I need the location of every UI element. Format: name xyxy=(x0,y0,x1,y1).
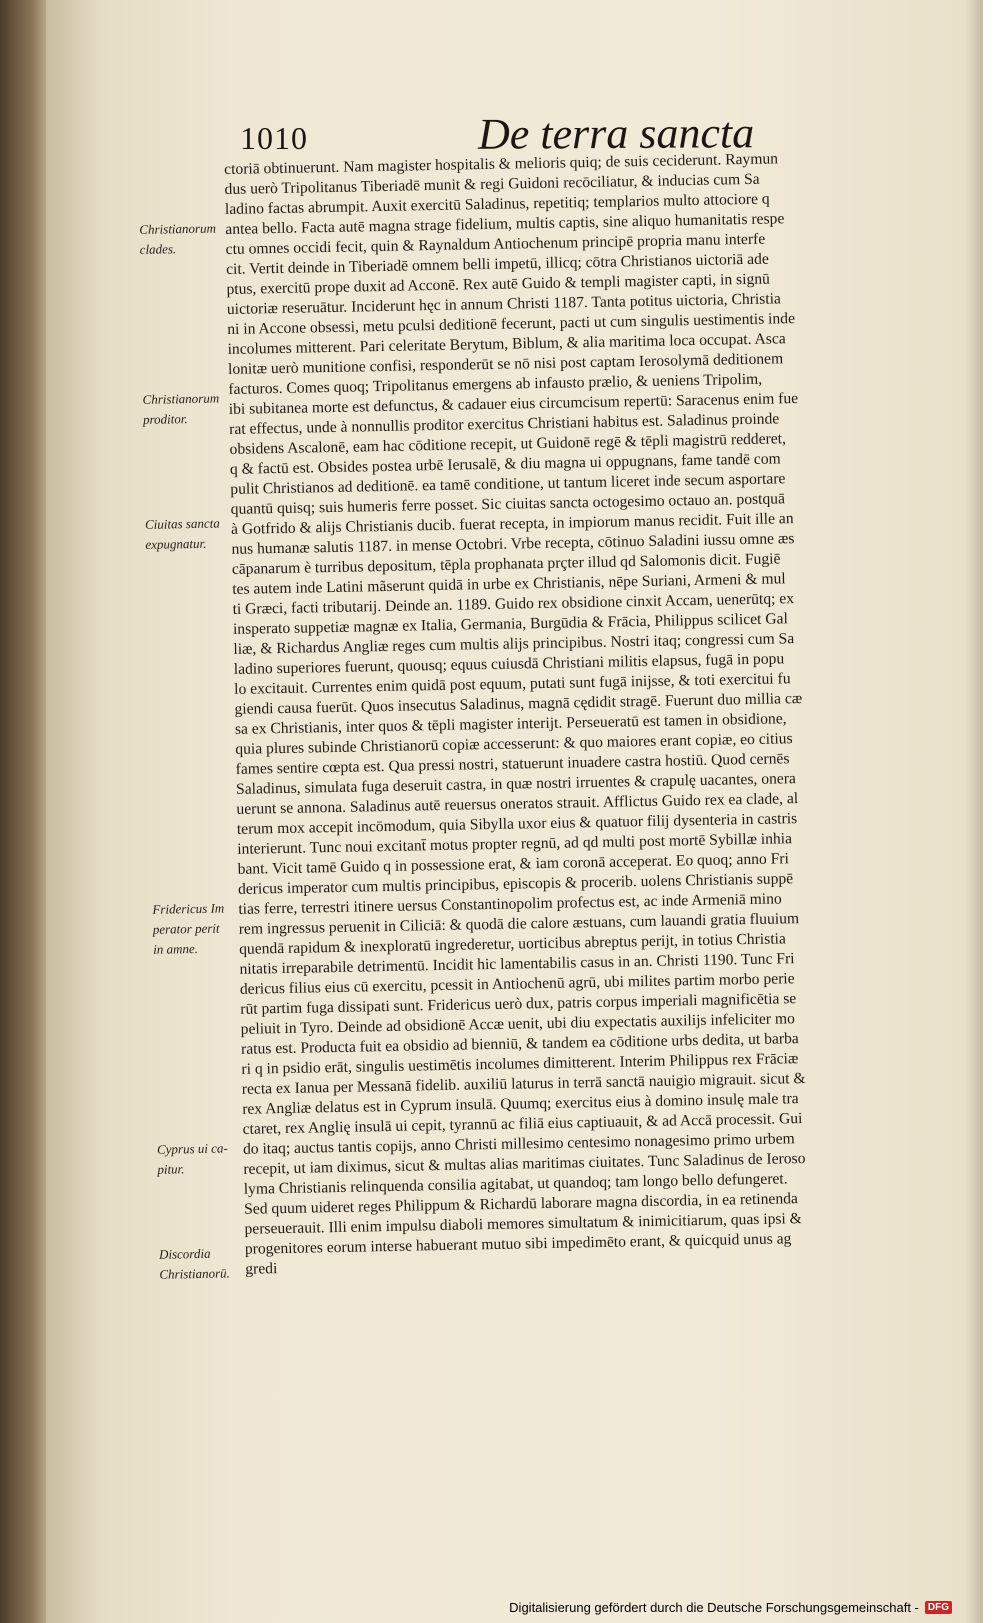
margin-note-line: in amne. xyxy=(153,940,199,957)
text-line: tes autem inde Latini mãserunt quidā in urbe ex Christianis, nēpe Suriani, Armeni & mul xyxy=(232,570,786,598)
text-line: pulit Christianos ad deditionē. ea tamē conditione, ut tantum liceret inde secum asportare xyxy=(230,470,786,498)
margin-note-line: Cyprus ui ca- xyxy=(156,1140,228,1157)
text-line: Sed quum uideret reges Philippum & Richardū laborare magna discordia, in ea retinenda xyxy=(243,1190,799,1218)
text-line: ladino factas abrumpit. Auxit exercitū Saladinus, repetitiq; templarios multo attociore q xyxy=(224,190,770,218)
text-line: rem ingressus peruenit in Ciliciā: & quodā die calore æstuans, cum lauandi gratia fluuium xyxy=(238,910,800,938)
margin-note xyxy=(142,388,219,429)
text-line: progenitores eorum interse habuerant mutuo sibi impedimēto erant, & quicquid unus ag xyxy=(244,1230,792,1258)
text-line: ptus, exercitū prope duxit ad Acconē. Rex autē Guido & templi magister capti, in signū xyxy=(226,270,771,298)
text-line: ti Græci, facti tributarij. Deinde an. 1189. Guido rex obsidione cinxit Accam, uenerūtq; ex xyxy=(232,590,795,618)
margin-note-line: Christianorū. xyxy=(159,1265,230,1282)
text-line: recepit, ut iam diximus, sicut & multas alias maritimas ciuitates. Tunc Saladinus de Ieroso xyxy=(243,1150,806,1178)
text-line: antea bello. Facta autē magna strage fidelium, multis captis, sine aliquo humanitatis respe xyxy=(225,210,785,238)
text-line: uerunt se annona. Saladinus autē reuersus oneratos strauit. Afflictus Guido rex ea clade, al xyxy=(236,790,799,818)
funding-note: Digitalisierung gefördert durch die Deutsche Forschungsgemeinschaft - xyxy=(509,1600,919,1615)
text-line: ctu omnes occidi fecit, quin & Raynaldum Antiochenum principē propria manu interfe xyxy=(225,230,766,258)
margin-note xyxy=(145,513,221,554)
margin-note xyxy=(159,1243,230,1284)
margin-note-line: expugnatur. xyxy=(145,535,207,552)
text-line: ctaret, rex Anglię insulā ui cepit, tyrannū ac filiā eius captiuauit, & ad Accā processit. Gui xyxy=(242,1110,803,1138)
text-line: giendi causa fuerūt. Quos insecutus Saladinus, magnā cędidit stragē. Fuerunt duo millia cæ xyxy=(234,690,803,718)
text-line: ni in Accone obsessi, metu pculsi deditionē fecerunt, pacti ut cum singulis uestimentis inde xyxy=(227,310,796,338)
text-line: liæ, & Richardus Angliæ reges cum multis alijs principibus. Nostri itaq; congressi cum Sa xyxy=(233,630,795,658)
text-line: bant. Vicit tamē Guido q in possessione erat, & iam coronā acceperat. Eo quoq; anno Fri xyxy=(237,850,790,878)
text-line: dericus imperator cum multis principibus, episcopis & procerib. uolens Christianis suppē xyxy=(237,870,794,898)
margin-note-line: pitur. xyxy=(157,1161,185,1177)
text-line: q & factū est. Obsides postea urbē Ierusalē, & diu magna ui oppugnans, fame tandē com xyxy=(229,450,781,478)
text-line: ladino superiores fuerunt, quousq; equus cuiusdā Christiani militis elapsus, fugā in popu xyxy=(233,650,785,678)
footer-credit xyxy=(509,1600,952,1615)
text-line: ri q in psidio erāt, singulis uestimētis incolumes dimitterent. Interim Philippus rex Frāciæ xyxy=(241,1050,799,1078)
text-line: ratus est. Producta fuit ea obsidio ad bienniū, & tandem ea cōditione urbs dedita, ut barba xyxy=(240,1030,799,1058)
margin-note-line: Christianorum xyxy=(139,220,217,237)
margin-note-line: clades. xyxy=(139,241,177,257)
margin-note-line: perator perit xyxy=(152,920,220,937)
margin-note xyxy=(157,1138,229,1179)
main-text xyxy=(224,147,931,1280)
text-line: incolumes mitterent. Pari celeritate Berytum, Biblum, & alia maritima loca occupat. Asca xyxy=(227,330,786,358)
text-line: dericus filius eius cū exercitu, pcessit in Antiochenū agrū, ubi milites partim morbo perie xyxy=(239,970,795,998)
text-line: lo excitauit. Currentes enim quidā post equum, putati sunt fugā inijsse, & toti exercitui fu xyxy=(234,670,791,698)
margin-note xyxy=(139,219,216,260)
margin-note-line: proditor. xyxy=(142,411,188,427)
folio-number: 1010 xyxy=(240,120,308,156)
text-line: lyma Christianis relinquenda consilia agitabat, ut quandoq; tam longo bello defungeret. xyxy=(243,1170,788,1198)
text-line: nus humanæ salutis 1187. in mense Octobri. Vrbe recepta, cōtinuo Saladini iussu omne æs xyxy=(231,530,795,558)
text-line: rex Angliæ delatus est in Cyprum insulā. Quumq; exercitus eius à domino insulę male tra xyxy=(242,1090,799,1118)
text-line: cit. Vertit deinde in Tiberiadē omnem belli impetū, illicq; cōtra Christianos uictoriā ade xyxy=(225,250,769,278)
text-line: uictoriæ reseruātur. Inciderunt hęc in annum Christi 1187. Tanta potitus uictoria, Christia xyxy=(226,290,782,318)
text-line: sa ex Christianis, inter quos & tēpli magister interijt. Perseueratū est tamen in obsidione, xyxy=(234,710,787,738)
text-line: peliuit in Tyro. Deinde ad obsidionē Accæ uenit, ubi diu expectatis auxilijs infeliciter mo xyxy=(240,1010,796,1038)
text-line: dus uerò Tripolitanus Tiberiadē munit & regi Guidoni recōciliatur, & inducias cum Sa xyxy=(224,170,760,198)
margin-note-line: Fridericus Im xyxy=(152,900,225,917)
margin-note-line: Ciuitas sancta xyxy=(144,515,220,532)
text-line: quendā rapidum & inexploratū ingrederetur, uorticibus abreptus perijt, in totius Christia xyxy=(238,930,786,958)
text-line: perseuerauit. Illi enim impulsu diaboli memores simultatum & inimicitiarum, quas ipsi & xyxy=(244,1210,802,1238)
text-line: recta ex Ianua per Messanā fidelib. auxiliū laturus in terrā sanctā nauigio migrauit. sicut & xyxy=(241,1070,806,1098)
text-line: interierunt. Tunc noui excitant̄ motus propter regnū, ad qd multi post mortē Sybillæ inhia xyxy=(237,830,793,858)
book-edge xyxy=(0,0,46,1623)
text-line: insperato suppetiæ magnæ ex Italia, Germania, Burgūdia & Frācia, Philippus scilicet Gal xyxy=(232,610,788,638)
text-line: terum mox accepit incōmodum, quia Sibylla uxor eius & quatuor filij dysenteria in castris xyxy=(236,810,798,838)
dfg-logo: DFG xyxy=(925,1601,952,1614)
margin-note-line: Discordia xyxy=(158,1245,211,1262)
text-line: rūt partim fuga dissipati sunt. Fridericus uerò dux, patris corpus imperiali magnificētia se xyxy=(240,990,797,1018)
text-line: nitatis irreparabile detrimentū. Incidit hic lamentabilis casus in an. Christi 1190. Tunc Fri xyxy=(239,950,795,978)
text-line: gredi xyxy=(245,1260,278,1278)
text-line: fames sentire cœpta est. Qua pressi nostri, statuerunt inuadere castra hostiū. Quod cernēs xyxy=(235,750,790,778)
text-line: cāpanarum è turribus depositum, tēpla prophanata prçter illud qd Salomonis dicit. Fugiē xyxy=(231,550,781,578)
text-line: Saladinus, simulata fuga deseruit castra, in quæ nostri irruentes & crapulę uacantes, onera xyxy=(235,770,797,798)
text-line: à Gotfrido & alijs Christianis ducib. fuerat recepta, in impiorum manus recidit. Fuit ille an xyxy=(230,510,794,538)
text-line: rat effectus, unde à nonnullis proditor exercitus Christiani habitus est. Saladinus proinde xyxy=(229,410,780,438)
text-line: tias ferre, terrestri itinere uersus Constantinopolim profectus est, ac inde Armeniā mino xyxy=(238,890,782,918)
text-line: obsidens Ascalonē, eam hac cōditione recepit, ut Guidonē regē & tēpli magistrū redderet, xyxy=(229,430,787,458)
text-line: facturos. Comes quoq; Tripolitanus emergens ab infausto prælio, & ueniens Tripolim, xyxy=(228,370,763,398)
text-line: quantū quisq; suis humeris ferre posset. Sic ciuitas sancta octogesimo octauo an. postquā xyxy=(230,490,786,518)
text-line: do itaq; auctus tantis copijs, anno Christi millesimo centesimo nonagesimo primo urbem xyxy=(242,1130,795,1158)
margin-note xyxy=(152,898,225,959)
text-line: quia plures subinde Christianorū copiæ accesserunt: & quo maiores erant copiæ, eo citius xyxy=(235,730,793,758)
text-line: lonitæ uerò munitione confisi, responderūt se nō nisi post captam Ierosolymā deditionem xyxy=(227,350,784,378)
margin-note-line: Christianorum xyxy=(142,390,220,407)
text-line: ibi subitanea morte est defunctus, & cadauer eius circumcisum repertū: Saracenus enim fue xyxy=(228,390,799,418)
running-title: De terra sancta xyxy=(477,108,755,159)
text-line: ctoriā obtinuerunt. Nam magister hospitalis & melioris quiq; de suis ceciderunt. Raymun xyxy=(224,150,779,178)
